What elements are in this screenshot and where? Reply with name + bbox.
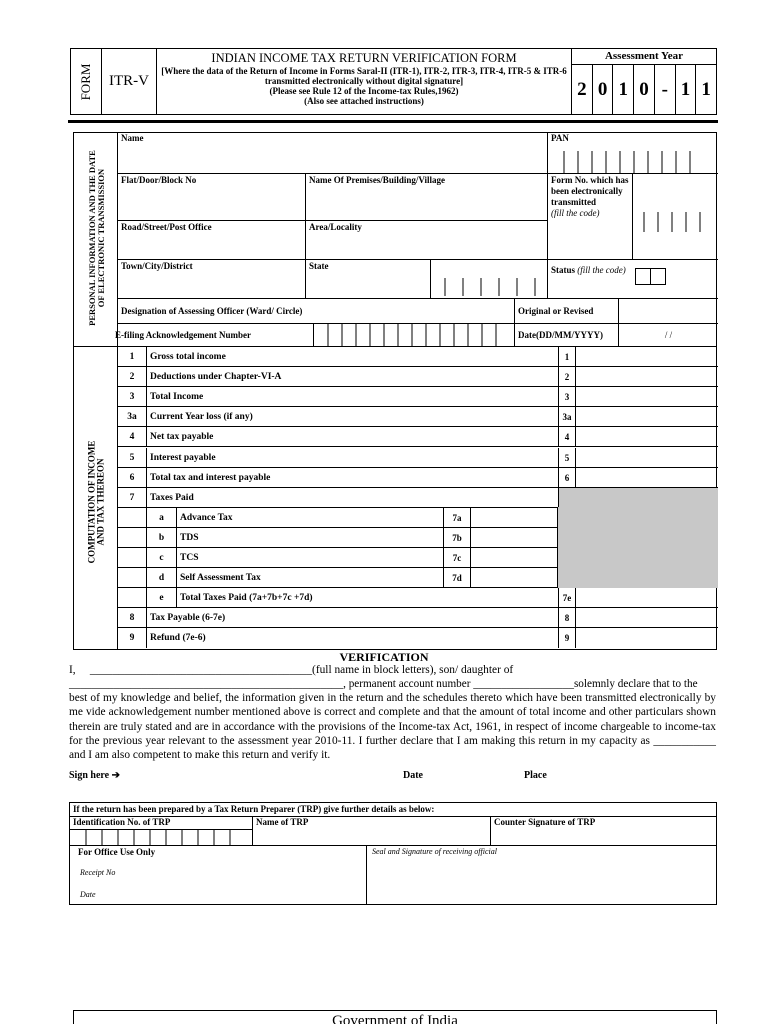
receipt-no-label: Receipt No (80, 868, 116, 877)
computation-row (118, 608, 718, 628)
sub-ref: 7b (443, 528, 471, 547)
efiling-boxes (314, 324, 514, 346)
row-label: Tax Payable (6-7e) (150, 613, 226, 624)
row-value-field[interactable] (576, 608, 718, 627)
sub-ref: 7c (443, 548, 471, 567)
row-label: Deductions under Chapter-VI-A (150, 372, 282, 383)
personal-info-section (73, 132, 717, 347)
sub-label: Total Taxes Paid (7a+7b+7c +7d) (180, 593, 313, 604)
row-ref: 8 (558, 608, 576, 627)
computation-subrow (118, 568, 718, 588)
verification-line-1 (69, 663, 716, 677)
original-revised-label: Original or Revised (518, 306, 594, 316)
computation-row (118, 488, 718, 508)
row-number: 2 (118, 367, 147, 386)
form-title: INDIAN INCOME TAX RETURN VERIFICATION FORM (211, 51, 517, 65)
form-label: FORM (78, 63, 93, 100)
form-subtitle-2: (Please see Rule 12 of the Income-tax Rules,1962) (269, 86, 459, 96)
sub-value-field[interactable] (471, 568, 558, 587)
row-number: 8 (118, 608, 147, 627)
computation-row (118, 387, 718, 407)
trp-name-label: Name of TRP (256, 817, 309, 827)
sign-place-label: Place (524, 770, 547, 781)
sub-letter: c (147, 548, 177, 567)
road-field[interactable] (118, 220, 306, 260)
row-value-field[interactable] (576, 347, 718, 366)
row-label: Total Income (150, 392, 204, 403)
state-label: State (309, 261, 329, 271)
computation-row (118, 628, 718, 648)
sub-letter: d (147, 568, 177, 587)
assessment-year-digits (572, 65, 716, 114)
trp-section (69, 802, 717, 846)
shaded-cell (558, 547, 718, 568)
computation-row (118, 427, 718, 447)
sub-ref: 7e (558, 588, 576, 607)
row-ref: 6 (558, 468, 576, 487)
verification-name-blank[interactable]: _______________________________________(full name in block letters), son/ daughter of (89, 664, 514, 676)
computation-row (118, 367, 718, 387)
computation-table (118, 347, 718, 649)
flat-label: Flat/Door/Block No (121, 175, 197, 185)
verification-i: I, (69, 664, 76, 676)
efiling-field[interactable] (115, 323, 314, 347)
row-ref: 1 (558, 347, 576, 366)
computation-subrow (118, 508, 718, 528)
row-value-field[interactable] (576, 407, 718, 426)
assessment-year-box (571, 49, 716, 114)
form-header (70, 48, 717, 115)
name-field[interactable] (118, 132, 548, 174)
row-value-field[interactable] (576, 367, 718, 386)
shaded-cell (558, 507, 718, 528)
state-code-field[interactable] (430, 259, 548, 299)
form-subtitle-3: (Also see attached instructions) (304, 96, 424, 106)
personal-info-label-column (74, 133, 118, 346)
computation-label-column (74, 347, 118, 649)
row-label: Net tax payable (150, 432, 214, 443)
computation-row (118, 448, 718, 468)
assessment-year-label: Assessment Year (572, 49, 716, 65)
road-label: Road/Street/Post Office (121, 222, 212, 232)
verification-line-2[interactable]: _________________________________________________, permanent account number __________________solemnly declare that to the (69, 678, 698, 690)
government-title: Government of India (332, 1013, 458, 1024)
row-ref: 3 (558, 387, 576, 406)
fill-code-hint: (fill the code) (551, 208, 600, 218)
ay-digit: 1 (613, 65, 634, 114)
trp-id-boxes (70, 829, 253, 845)
status-boxes (635, 268, 667, 286)
computation-subrow (118, 548, 718, 568)
date-separator: / / (664, 330, 673, 340)
form-code: ITR-V (102, 49, 157, 114)
row-number: 4 (118, 427, 147, 446)
row-ref: 3a (558, 407, 576, 426)
date-label-cell (514, 323, 619, 347)
area-label: Area/Locality (309, 222, 362, 232)
row-number-empty (118, 588, 147, 607)
row-number: 6 (118, 468, 147, 487)
row-value-field[interactable] (576, 427, 718, 446)
status-field[interactable] (547, 259, 718, 299)
office-date-label: Date (80, 890, 96, 899)
form-no-label: Form No. which has been electronically transmitted (551, 175, 629, 207)
form-label-vertical (71, 49, 102, 114)
trp-name-field[interactable] (253, 816, 491, 845)
trp-signature-field[interactable] (491, 816, 716, 845)
row-number-empty (118, 568, 147, 587)
row-label: Interest payable (150, 452, 216, 463)
computation-row (118, 468, 718, 488)
row-value-field[interactable] (576, 468, 718, 487)
computation-row (118, 407, 718, 427)
row-number: 7 (118, 488, 147, 507)
header-divider (68, 120, 718, 123)
sub-label: Self Assessment Tax (180, 573, 261, 584)
premises-field[interactable] (305, 173, 548, 221)
designation-field[interactable] (118, 298, 515, 324)
row-number-empty (118, 548, 147, 567)
personal-label-line-1: PERSONAL INFORMATION AND THE DATE (87, 150, 97, 326)
ay-digit: 0 (634, 65, 655, 114)
shaded-cell (558, 488, 718, 508)
status-label: Status (551, 265, 576, 275)
computation-row (118, 347, 718, 367)
row-number: 9 (118, 628, 147, 648)
trp-id-label: Identification No. of TRP (73, 817, 171, 827)
computation-subrow (118, 528, 718, 548)
trp-heading: If the return has been prepared by a Tax Return Preparer (TRP) give further details as below: (70, 803, 716, 817)
office-use-heading: For Office Use Only (78, 847, 156, 857)
ay-digit: 1 (676, 65, 697, 114)
shaded-cell (558, 567, 718, 588)
state-boxes (441, 278, 541, 296)
row-number: 3a (118, 407, 147, 426)
area-field[interactable] (305, 220, 548, 260)
form-no-code-field[interactable] (632, 173, 718, 259)
ay-digit: 1 (701, 79, 711, 100)
verification-heading: VERIFICATION (339, 650, 429, 664)
verification-body: best of my knowledge and belief, the information given in the return and the schedules thereto which have been transmitted electronically by me vide acknowledgement number mentioned above is correct and complete and that the amount of total income and other particulars shown therein are truly stated and are in accordance with the provisions of the Income-tax Act, 1961, in respect of income chargeable to income-tax for the previous year relevant to the assessment year 2010-11. I further declare that I am making this return in my capacity as ___________ and I am also competent to make this return and verify it. (69, 692, 716, 762)
row-value-field[interactable] (576, 448, 718, 467)
row-number: 1 (118, 347, 147, 366)
sub-ref: 7d (443, 568, 471, 587)
pan-label: PAN (551, 133, 569, 143)
state-field[interactable] (305, 259, 431, 299)
sign-date-label: Date (403, 770, 423, 781)
designation-label: Designation of Assessing Officer (Ward/ Circle) (121, 306, 303, 316)
row-number: 3 (118, 387, 147, 406)
office-use-section (69, 845, 717, 905)
ay-digit: 2 (572, 65, 593, 114)
row-number: 5 (118, 448, 147, 467)
sub-ref: 7a (443, 508, 471, 527)
sub-value-field[interactable] (471, 548, 558, 567)
pan-boxes[interactable] (560, 151, 700, 173)
original-revised-value[interactable] (618, 298, 718, 324)
row-value-field[interactable] (576, 387, 718, 406)
premises-label: Name Of Premises/Building/Village (309, 175, 445, 185)
row-value-field[interactable] (576, 628, 718, 648)
trp-signature-label: Counter Signature of TRP (494, 817, 596, 827)
shaded-cell (558, 527, 718, 548)
ay-digit: - (655, 65, 676, 114)
row-ref: 4 (558, 427, 576, 446)
row-ref: 5 (558, 448, 576, 467)
sub-value-field[interactable] (576, 588, 718, 607)
ay-digit: 0 (593, 65, 614, 114)
office-use-left (70, 846, 367, 904)
sub-label: TCS (180, 553, 199, 563)
personal-label-line-2: OF ELECTRONIC TRANSMISSION (96, 168, 106, 308)
original-revised-field[interactable] (514, 298, 619, 324)
pan-box-grid (560, 151, 700, 173)
date-label: Date(DD/MM/YYYY) (518, 330, 603, 340)
name-label: Name (121, 133, 144, 143)
form-no-field[interactable] (547, 173, 633, 259)
trp-id-field[interactable] (70, 816, 253, 845)
sub-value-field[interactable] (471, 508, 558, 527)
row-label: Refund (7e-6) (150, 633, 206, 644)
computation-label-line-2: AND TAX THEREON (95, 458, 106, 546)
row-number-empty (118, 528, 147, 547)
row-ref: 9 (558, 628, 576, 648)
sub-value-field[interactable] (471, 528, 558, 547)
row-number-empty (118, 508, 147, 527)
sub-label: TDS (180, 532, 199, 543)
town-label: Town/City/District (121, 261, 193, 271)
computation-subrow (118, 588, 718, 608)
computation-label-line-1: COMPUTATION OF INCOME (86, 440, 97, 564)
row-ref: 2 (558, 367, 576, 386)
form-subtitle-1: [Where the data of the Return of Income in Forms Saral-II (ITR-1), ITR-2, ITR-3, ITR-4, ITR-5 & ITR-6 transmitted electronically without digital signature] (161, 66, 567, 86)
efiling-label: E-filing Acknowledgement Number (115, 330, 251, 340)
status-hint: (fill the code) (577, 265, 626, 275)
row-label: Current Year loss (if any) (150, 412, 253, 423)
sub-label: Advance Tax (180, 512, 233, 523)
computation-label (88, 430, 106, 575)
sub-letter: e (147, 588, 177, 607)
form-no-boxes (643, 212, 703, 232)
seal-signature-label: Seal and Signature of receiving official (372, 847, 497, 856)
efiling-boxes-field[interactable] (313, 323, 515, 347)
row-label: Taxes Paid (150, 492, 194, 503)
flat-field[interactable] (118, 173, 306, 221)
personal-info-label (88, 133, 106, 343)
computation-section (73, 347, 717, 650)
row-label: Total tax and interest payable (150, 472, 271, 483)
row-label: Gross total income (150, 352, 226, 362)
sub-letter: a (147, 508, 177, 527)
town-field[interactable] (118, 259, 306, 299)
date-value[interactable] (618, 323, 718, 347)
next-page-header (73, 1010, 717, 1024)
form-title-block (157, 49, 571, 114)
sub-letter: b (147, 528, 177, 547)
sign-here-label[interactable]: Sign here ➔ (69, 770, 120, 781)
